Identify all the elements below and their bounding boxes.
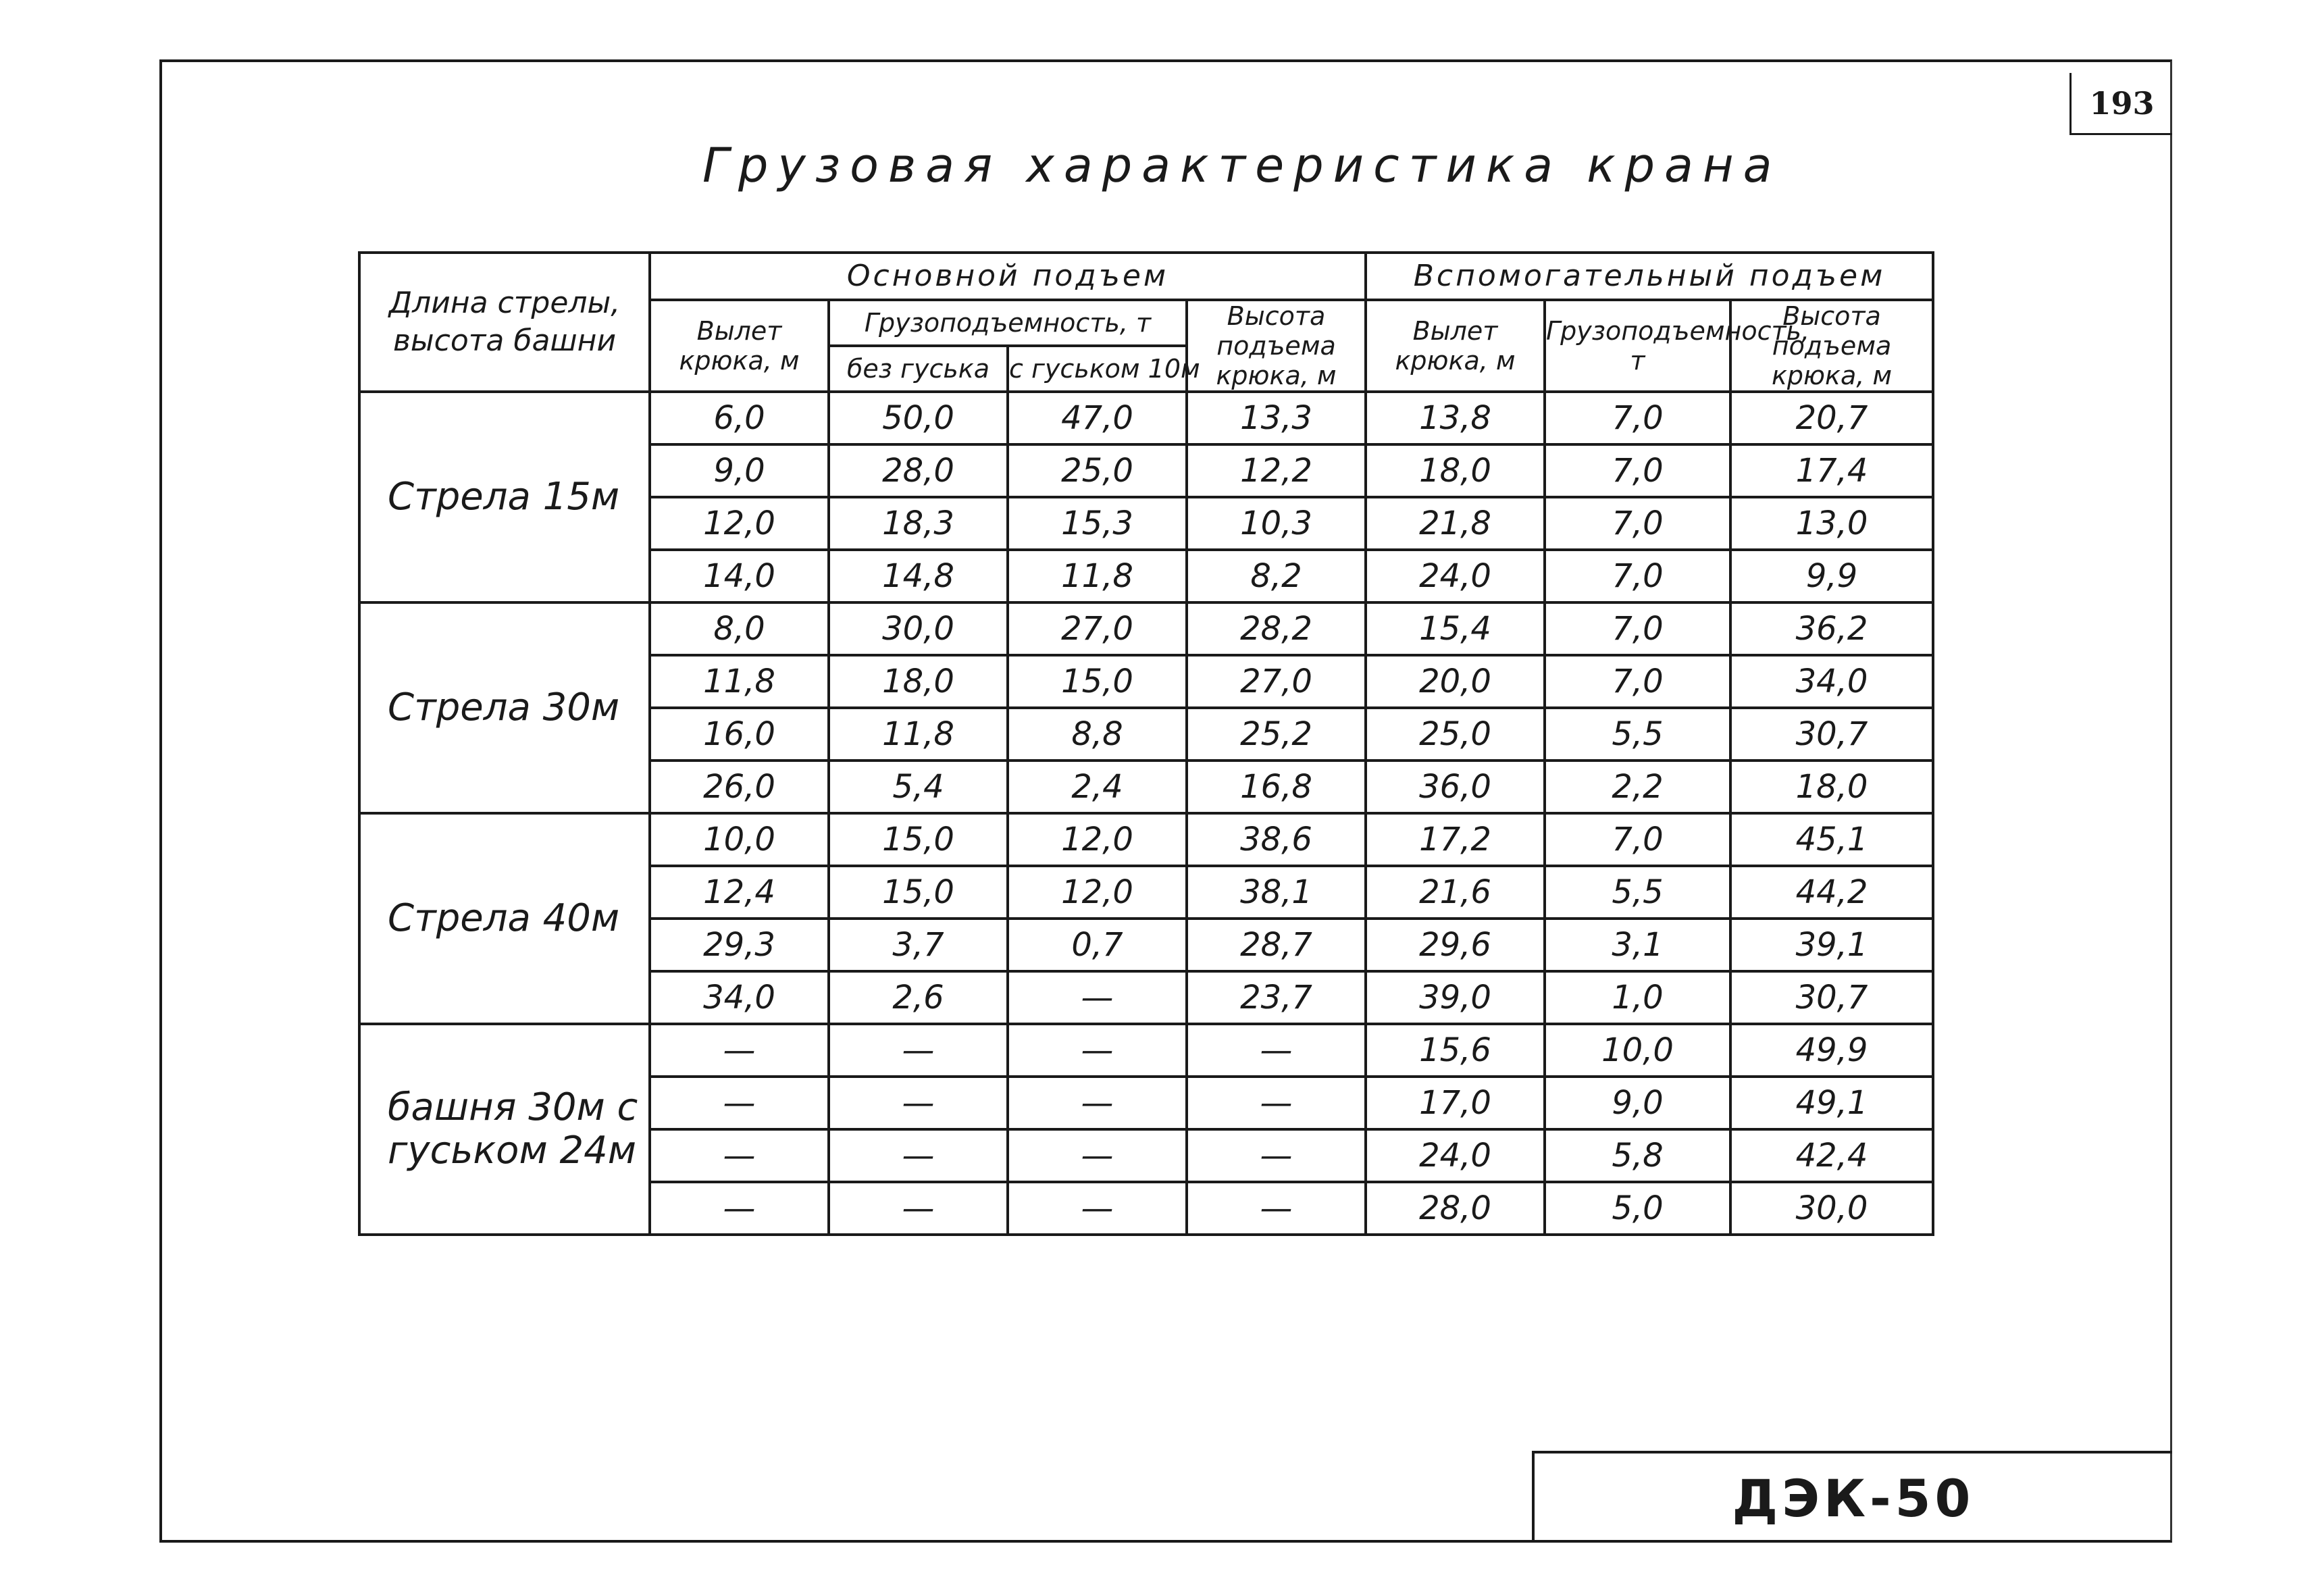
table-cell: 10,0 xyxy=(1545,1024,1730,1077)
table-cell: 7,0 xyxy=(1545,813,1730,866)
table-cell: 16,8 xyxy=(1187,761,1366,813)
header-no-jib: без гуська xyxy=(829,346,1008,392)
table-cell: — xyxy=(1187,1024,1366,1077)
table-cell: 25,0 xyxy=(1366,708,1545,761)
table-cell: 39,1 xyxy=(1730,919,1933,971)
table-cell: 39,0 xyxy=(1366,971,1545,1024)
table-cell: 13,3 xyxy=(1187,392,1366,444)
table-cell: 15,3 xyxy=(1008,497,1187,550)
table-cell: 28,7 xyxy=(1187,919,1366,971)
table-cell: 10,0 xyxy=(650,813,829,866)
boom-group-label: Стрела 30м xyxy=(359,602,650,813)
table-cell: — xyxy=(1008,1024,1187,1077)
document-title: Грузовая характеристика крана xyxy=(702,138,1782,193)
table-cell: — xyxy=(829,1024,1008,1077)
table-cell: 38,1 xyxy=(1187,866,1366,919)
table-cell: 12,0 xyxy=(650,497,829,550)
table-cell: 12,0 xyxy=(1008,813,1187,866)
table-cell: 12,2 xyxy=(1187,444,1366,497)
header-aux-height: Высота подъема крюка, м xyxy=(1730,300,1933,392)
table-cell: 20,7 xyxy=(1730,392,1933,444)
table-row xyxy=(359,602,1933,655)
table-cell: 49,9 xyxy=(1730,1024,1933,1077)
header-aux-capacity: Грузоподъемность, т xyxy=(1545,300,1730,392)
table-cell: 1,0 xyxy=(1545,971,1730,1024)
table-cell: 13,0 xyxy=(1730,497,1933,550)
table-cell: 36,2 xyxy=(1730,602,1933,655)
header-boom-length: Длина стрелы, высота башни xyxy=(359,253,650,392)
header-aux-reach: Вылет крюка, м xyxy=(1366,300,1545,392)
table-cell: — xyxy=(1187,1182,1366,1235)
header-capacity: Грузоподъемность, т xyxy=(829,300,1187,346)
table-cell: 7,0 xyxy=(1545,655,1730,708)
table-cell: 23,7 xyxy=(1187,971,1366,1024)
table-cell: 3,7 xyxy=(829,919,1008,971)
table-cell: 15,0 xyxy=(1008,655,1187,708)
table-cell: 6,0 xyxy=(650,392,829,444)
table-cell: 8,2 xyxy=(1187,550,1366,602)
table-cell: — xyxy=(1008,1077,1187,1129)
table-cell: 17,0 xyxy=(1366,1077,1545,1129)
table-cell: 38,6 xyxy=(1187,813,1366,866)
table-cell: 15,6 xyxy=(1366,1024,1545,1077)
table-cell: 7,0 xyxy=(1545,550,1730,602)
table-cell: 47,0 xyxy=(1008,392,1187,444)
table-cell: 15,4 xyxy=(1366,602,1545,655)
table-cell: 21,6 xyxy=(1366,866,1545,919)
table-cell: 18,3 xyxy=(829,497,1008,550)
header-aux-lift: Вспомогательный подъем xyxy=(1366,253,1933,300)
table-cell: 30,7 xyxy=(1730,971,1933,1024)
table-cell: 24,0 xyxy=(1366,550,1545,602)
table-cell: 18,0 xyxy=(829,655,1008,708)
table-cell: 25,2 xyxy=(1187,708,1366,761)
table-cell: 7,0 xyxy=(1545,602,1730,655)
table-cell: 29,3 xyxy=(650,919,829,971)
table-cell: 49,1 xyxy=(1730,1077,1933,1129)
table-cell: 30,0 xyxy=(1730,1182,1933,1235)
table-cell: 14,8 xyxy=(829,550,1008,602)
table-cell: 0,7 xyxy=(1008,919,1187,971)
table-cell: — xyxy=(1187,1129,1366,1182)
table-cell: 5,4 xyxy=(829,761,1008,813)
table-cell: 12,0 xyxy=(1008,866,1187,919)
table-cell: 18,0 xyxy=(1366,444,1545,497)
table-cell: 30,0 xyxy=(829,602,1008,655)
table-row xyxy=(359,813,1933,866)
table-cell: 2,6 xyxy=(829,971,1008,1024)
table-cell: 28,0 xyxy=(1366,1182,1545,1235)
header-main-lift: Основной подъем xyxy=(650,253,1366,300)
table-cell: 50,0 xyxy=(829,392,1008,444)
header-lift-height: Высота подъема крюка, м xyxy=(1187,300,1366,392)
table-cell: 9,0 xyxy=(1545,1077,1730,1129)
table-cell: 15,0 xyxy=(829,813,1008,866)
table-cell: 34,0 xyxy=(650,971,829,1024)
table-cell: 5,5 xyxy=(1545,708,1730,761)
table-cell: 42,4 xyxy=(1730,1129,1933,1182)
table-cell: — xyxy=(829,1182,1008,1235)
table-cell: 36,0 xyxy=(1366,761,1545,813)
table-cell: 16,0 xyxy=(650,708,829,761)
table-cell: 11,8 xyxy=(650,655,829,708)
table-cell: 8,8 xyxy=(1008,708,1187,761)
table-cell: — xyxy=(1008,1182,1187,1235)
table-cell: 18,0 xyxy=(1730,761,1933,813)
table-cell: 26,0 xyxy=(650,761,829,813)
table-cell: 25,0 xyxy=(1008,444,1187,497)
table-cell: 5,0 xyxy=(1545,1182,1730,1235)
header-reach: Вылет крюка, м xyxy=(650,300,829,392)
boom-group-label: Стрела 15м xyxy=(359,392,650,602)
table-row xyxy=(359,392,1933,444)
table-cell: 17,4 xyxy=(1730,444,1933,497)
table-cell: — xyxy=(1008,971,1187,1024)
table-cell: 13,8 xyxy=(1366,392,1545,444)
table-cell: 11,8 xyxy=(829,708,1008,761)
header-row-1 xyxy=(359,253,1933,300)
table-cell: 5,8 xyxy=(1545,1129,1730,1182)
table-cell: — xyxy=(650,1077,829,1129)
table-cell: 7,0 xyxy=(1545,497,1730,550)
table-body xyxy=(359,392,1933,1235)
table-cell: 28,0 xyxy=(829,444,1008,497)
table-cell: 27,0 xyxy=(1008,602,1187,655)
table-row xyxy=(359,1024,1933,1077)
table-cell: 9,0 xyxy=(650,444,829,497)
table-cell: 17,2 xyxy=(1366,813,1545,866)
table-cell: 7,0 xyxy=(1545,392,1730,444)
title-block-stamp: ДЭК-50 xyxy=(1532,1451,2172,1543)
table-cell: 2,2 xyxy=(1545,761,1730,813)
table-cell: 21,8 xyxy=(1366,497,1545,550)
header-with-jib: с гуськом 10м xyxy=(1008,346,1187,392)
table-cell: 44,2 xyxy=(1730,866,1933,919)
table-cell: 7,0 xyxy=(1545,444,1730,497)
table-cell: 2,4 xyxy=(1008,761,1187,813)
table-cell: — xyxy=(650,1182,829,1235)
table-cell: 29,6 xyxy=(1366,919,1545,971)
table-cell: 10,3 xyxy=(1187,497,1366,550)
table-cell: 15,0 xyxy=(829,866,1008,919)
table-cell: 12,4 xyxy=(650,866,829,919)
page-number: 193 xyxy=(2069,73,2172,135)
table-cell: — xyxy=(829,1129,1008,1182)
table-cell: 14,0 xyxy=(650,550,829,602)
table-cell: — xyxy=(650,1129,829,1182)
table-cell: 3,1 xyxy=(1545,919,1730,971)
table-cell: 28,2 xyxy=(1187,602,1366,655)
load-chart-table xyxy=(358,251,1934,1236)
table-cell: 30,7 xyxy=(1730,708,1933,761)
boom-group-label: Стрела 40м xyxy=(359,813,650,1024)
table-cell: — xyxy=(1008,1129,1187,1182)
table-cell: 34,0 xyxy=(1730,655,1933,708)
table-cell: 8,0 xyxy=(650,602,829,655)
table-cell: 45,1 xyxy=(1730,813,1933,866)
table-cell: — xyxy=(829,1077,1008,1129)
table-cell: 20,0 xyxy=(1366,655,1545,708)
table-cell: 11,8 xyxy=(1008,550,1187,602)
table-cell: — xyxy=(1187,1077,1366,1129)
table-cell: 9,9 xyxy=(1730,550,1933,602)
table-cell: 27,0 xyxy=(1187,655,1366,708)
boom-group-label: башня 30м с гуськом 24м xyxy=(359,1024,650,1235)
table-cell: 24,0 xyxy=(1366,1129,1545,1182)
table-cell: — xyxy=(650,1024,829,1077)
table-cell: 5,5 xyxy=(1545,866,1730,919)
